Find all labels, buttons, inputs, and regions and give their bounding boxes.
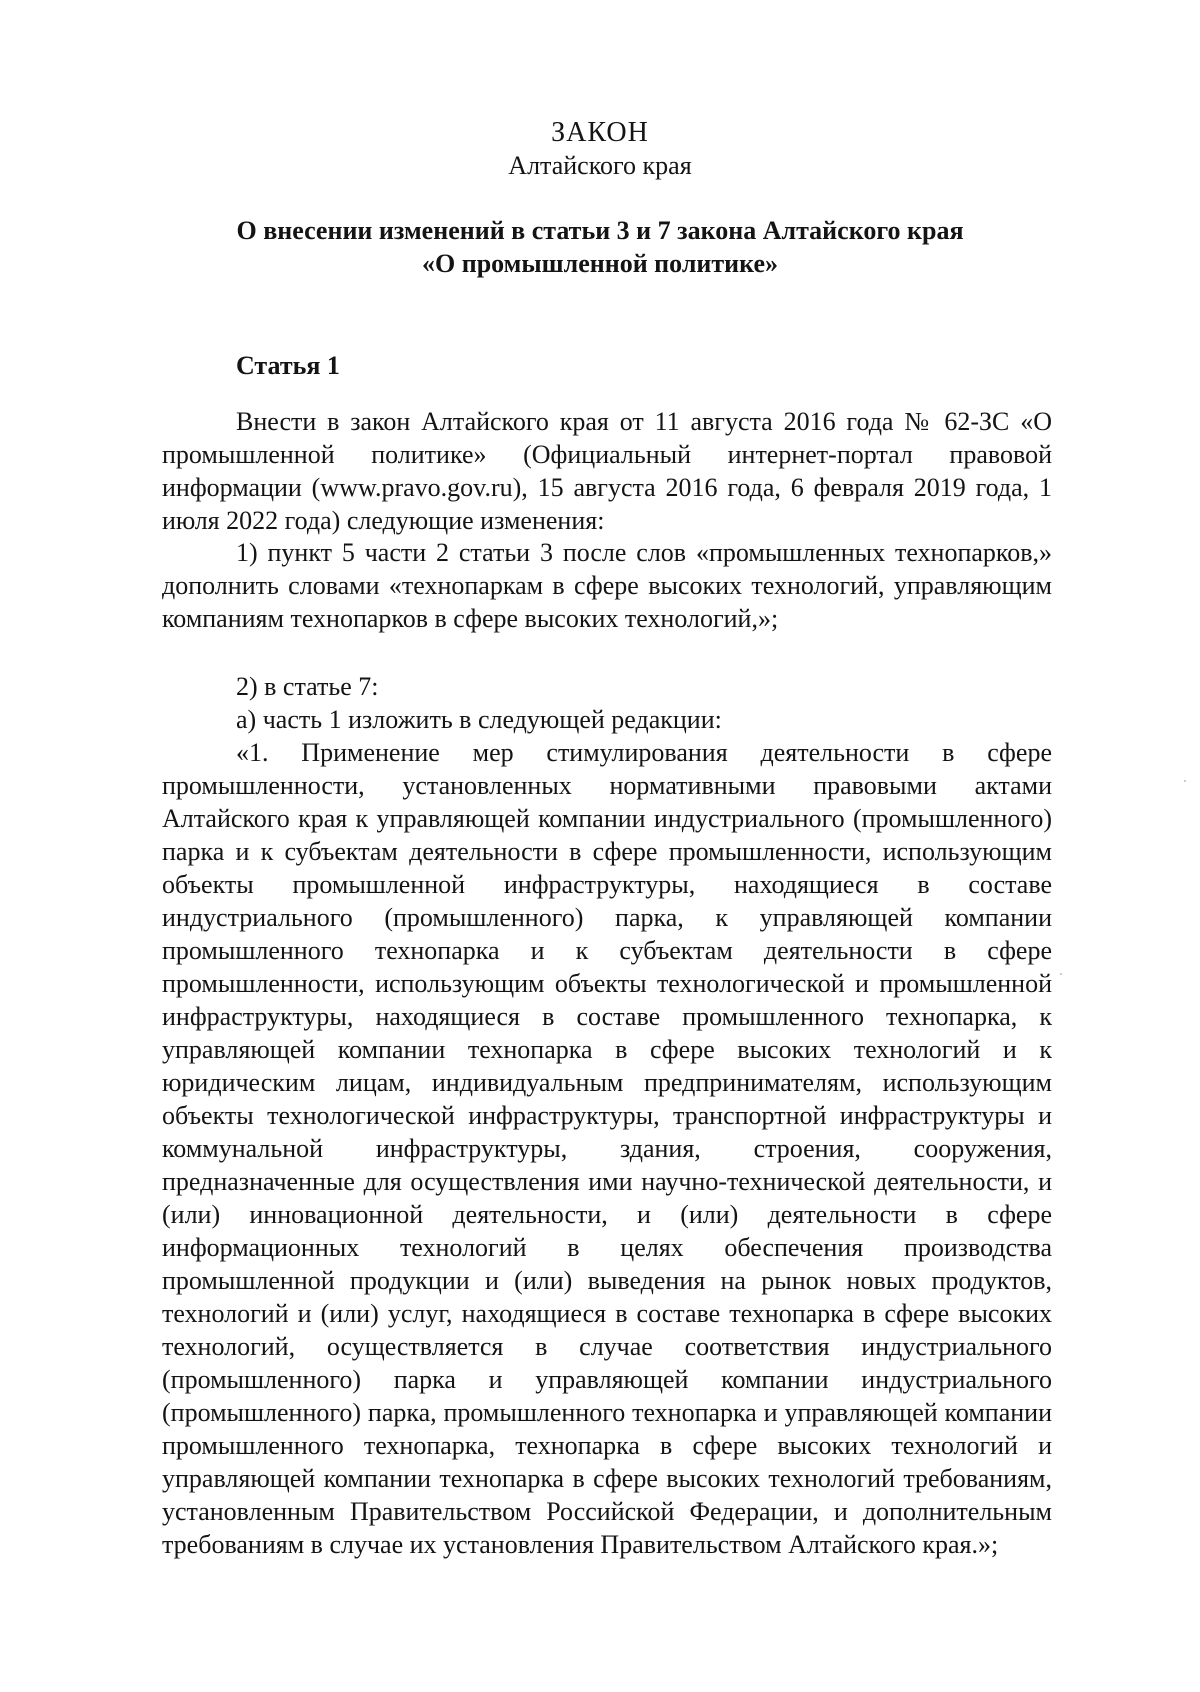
document-title-line-2: «О промышленной политике» — [421, 249, 779, 278]
document-region: Алтайского края — [508, 151, 692, 180]
amendment-item-2: 2) в статье 7: — [236, 672, 379, 701]
scan-speck — [1184, 780, 1186, 782]
scan-speck — [1060, 973, 1062, 975]
article-heading: Статья 1 — [236, 351, 340, 380]
amended-part-1-text: «1. Применение мер стимулирования деятельности в сфере промышленности, установленных нормативными правовыми актами Алтайского края к управляющей компании индустриального (промышленного) парка и к субъектам деятельности в сфере промышленности, использующим объекты промышленной инфраструктуры, находящиеся в составе индустриального (промышленного) парка, к управляющей компании промышленного технопарка и к субъектам деятельности в сфере промышленности, использующим объекты технологической и промышленной инфраструктуры, находящиеся в составе промышленного технопарка, к управляющей компании технопарка в сфере высоких технологий и к юридическим лицам, индивидуальным предпринимателям, использующим объекты технологической инфраструктуры, транспортной инфраструктуры и коммунальной инфраструктуры, здания, строения, сооружения, предназначенные для осуществления ими научно-технической деятельности, и (или) инновационной деятельности, и (или) деятельности в сфере информационных технологий в целях обеспечения производства промышленной продукции и (или) выведения на рынок новых продуктов, технологий и (или) услуг, находящиеся в составе технопарка в сфере высоких технологий, осуществляется в случае соответствия индустриального (промышленного) парка и управляющей компании индустриального (промышленного) парка, промышленного технопарка и управляющей компании промышленного технопарка, технопарка в сфере высоких технологий и управляющей компании технопарка в сфере высоких технологий требованиям, установленным Правительством Российской Федерации, и дополнительным требованиям в случае их установления Правительством Алтайского края.»; — [162, 738, 1052, 1559]
document-type: ЗАКОН — [551, 117, 649, 148]
document-title-line-1: О внесении изменений в статьи 3 и 7 закона Алтайского края — [236, 216, 964, 245]
article-intro-paragraph: Внести в закон Алтайского края от 11 августа 2016 года № 62-ЗС «О промышленной политике» (Официальный интернет-портал правовой информации (www.pravo.gov.ru), 15 августа 2016 года, 6 февраля 2019 года, 1 июля 2022 года) следующие изменения: — [162, 407, 1052, 535]
amendment-item-1: 1) пункт 5 части 2 статьи 3 после слов «промышленных технопарков,» дополнить словами «технопаркам в сфере высоких технологий, управляющим компаниям технопарков в сфере высоких технологий,»; — [162, 538, 1052, 633]
amendment-item-2a: а) часть 1 изложить в следующей редакции: — [236, 705, 722, 734]
document-title — [160, 214, 1040, 280]
